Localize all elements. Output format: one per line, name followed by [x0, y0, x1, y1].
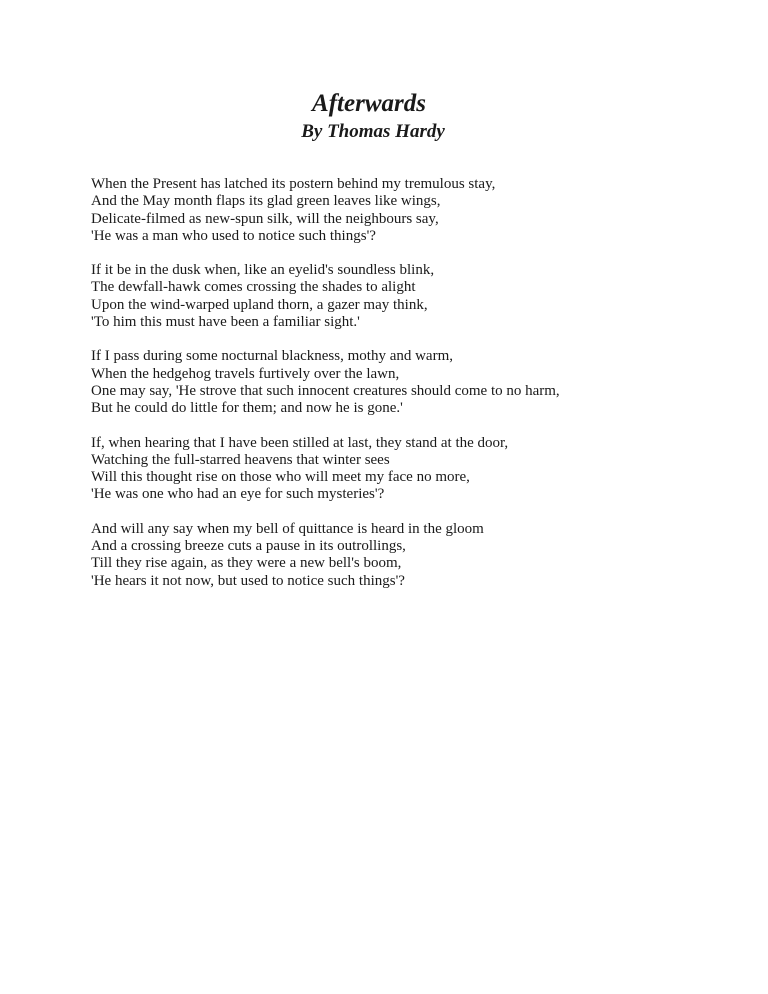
poem-line: If I pass during some nocturnal blackness, mothy and warm, — [91, 348, 453, 365]
poem-byline: By Thomas Hardy — [301, 121, 445, 142]
poem-line: When the Present has latched its postern behind my tremulous stay, — [91, 176, 496, 192]
poem-line: And a crossing breeze cuts a pause in its outrollings, — [91, 538, 406, 555]
poem-line: Will this thought rise on those who will meet my face no more, — [91, 469, 470, 486]
poem-line: Watching the full-starred heavens that winter sees — [91, 451, 390, 468]
poem-line: 'He was one who had an eye for such mysteries'? — [91, 486, 385, 503]
poem-line: If it be in the dusk when, like an eyelid's soundless blink, — [91, 262, 435, 279]
poem-line: Till they rise again, as they were a new bell's boom, — [91, 555, 402, 572]
stanza-5 — [91, 521, 731, 590]
poem-line: But he could do little for them; and now he is gone.' — [91, 400, 403, 417]
poem-title: Afterwards — [312, 90, 426, 117]
poem-line: 'He was a man who used to notice such things'? — [91, 227, 376, 244]
poem-line: 'He hears it not now, but used to notice such things'? — [91, 572, 405, 589]
poem-line: Delicate-filmed as new-spun silk, will the neighbours say, — [91, 210, 439, 227]
poem-line: When the hedgehog travels furtively over the lawn, — [91, 365, 400, 382]
poem-line: Upon the wind-warped upland thorn, a gazer may think, — [91, 296, 428, 313]
stanza-4 — [91, 435, 731, 504]
poem-body — [91, 176, 731, 607]
poem-line: And will any say when my bell of quittance is heard in the gloom — [91, 520, 484, 537]
stanza-1 — [91, 176, 731, 245]
poem-line: If, when hearing that I have been stilled at last, they stand at the door, — [91, 434, 509, 451]
poem-line: And the May month flaps its glad green leaves like wings, — [91, 193, 441, 210]
poem-line: The dewfall-hawk comes crossing the shades to alight — [91, 279, 416, 296]
poem-line: 'To him this must have been a familiar sight.' — [91, 314, 360, 331]
stanza-2 — [91, 262, 731, 331]
poem-line: One may say, 'He strove that such innocent creatures should come to no harm, — [91, 382, 560, 399]
stanza-3 — [91, 348, 731, 417]
